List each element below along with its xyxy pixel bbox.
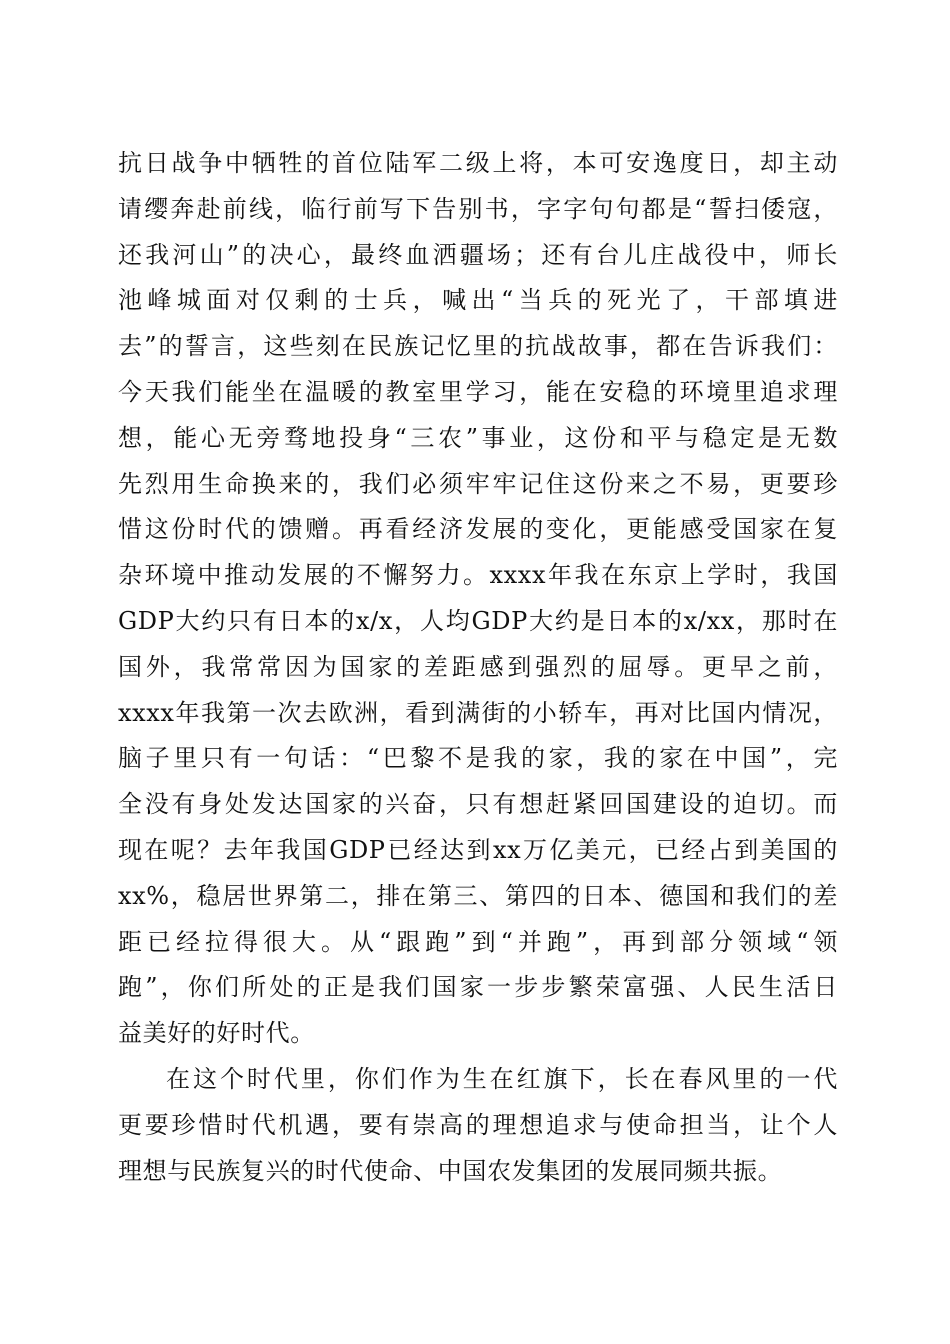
text-line: 跑”，你们所处的正是我们国家一步步繁荣富强、人民生活日	[118, 973, 838, 1002]
text-line: 更要珍惜时代机遇，要有崇高的理想追求与使命担当，让个人	[118, 1110, 838, 1139]
text-line: 益美好的好时代。	[118, 1019, 315, 1048]
text-line: 还我河山”的决心，最终血洒疆场；还有台儿庄战役中，师长	[118, 240, 838, 269]
text-line: 国外，我常常因为国家的差距感到强烈的屈辱。更早之前，	[118, 652, 838, 681]
text-line: 请缨奔赴前线，临行前写下告别书，字字句句都是“誓扫倭寇，	[118, 194, 838, 223]
paragraph-2	[118, 1057, 838, 1194]
text-line: 全没有身处发达国家的兴奋，只有想赶紧回国建设的迫切。而	[118, 790, 838, 819]
text-line: 抗日战争中牺牲的首位陆军二级上将，本可安逸度日，却主动	[118, 149, 838, 177]
text-line: 理想与民族复兴的时代使命、中国农发集团的发展同频共振。	[118, 1156, 783, 1185]
paragraph-1	[118, 141, 838, 1057]
text-line: 惜这份时代的馈赠。再看经济发展的变化，更能感受国家在复	[118, 515, 838, 544]
text-line: 现在呢？去年我国GDP已经达到xx万亿美元，已经占到美国的	[118, 835, 838, 864]
text-line: 脑子里只有一句话：“巴黎不是我的家，我的家在中国”，完	[118, 744, 838, 773]
text-line: 去”的誓言，这些刻在民族记忆里的抗战故事，都在告诉我们：	[118, 332, 838, 361]
body-text	[118, 141, 838, 1194]
text-line: 在这个时代里，你们作为生在红旗下，长在春风里的一代	[166, 1064, 838, 1093]
text-line: 今天我们能坐在温暖的教室里学习，能在安稳的环境里追求理	[118, 377, 838, 406]
text-line: xxxx年我第一次去欧洲，看到满街的小轿车，再对比国内情况，	[118, 698, 838, 727]
text-line: 池峰城面对仅剩的士兵，喊出“当兵的死光了，干部填进	[118, 286, 838, 315]
text-line: 杂环境中推动发展的不懈努力。xxxx年我在东京上学时，我国	[118, 561, 838, 590]
text-line: 先烈用生命换来的，我们必须牢牢记住这份来之不易，更要珍	[118, 469, 838, 498]
text-line: xx%，稳居世界第二，排在第三、第四的日本、德国和我们的差	[118, 881, 838, 910]
text-line: 距已经拉得很大。从“跟跑”到“并跑”，再到部分领域“领	[118, 927, 838, 956]
text-line: 想，能心无旁骛地投身“三农”事业，这份和平与稳定是无数	[118, 423, 838, 452]
text-line: GDP大约只有日本的x/x，人均GDP大约是日本的x/xx，那时在	[118, 606, 838, 635]
